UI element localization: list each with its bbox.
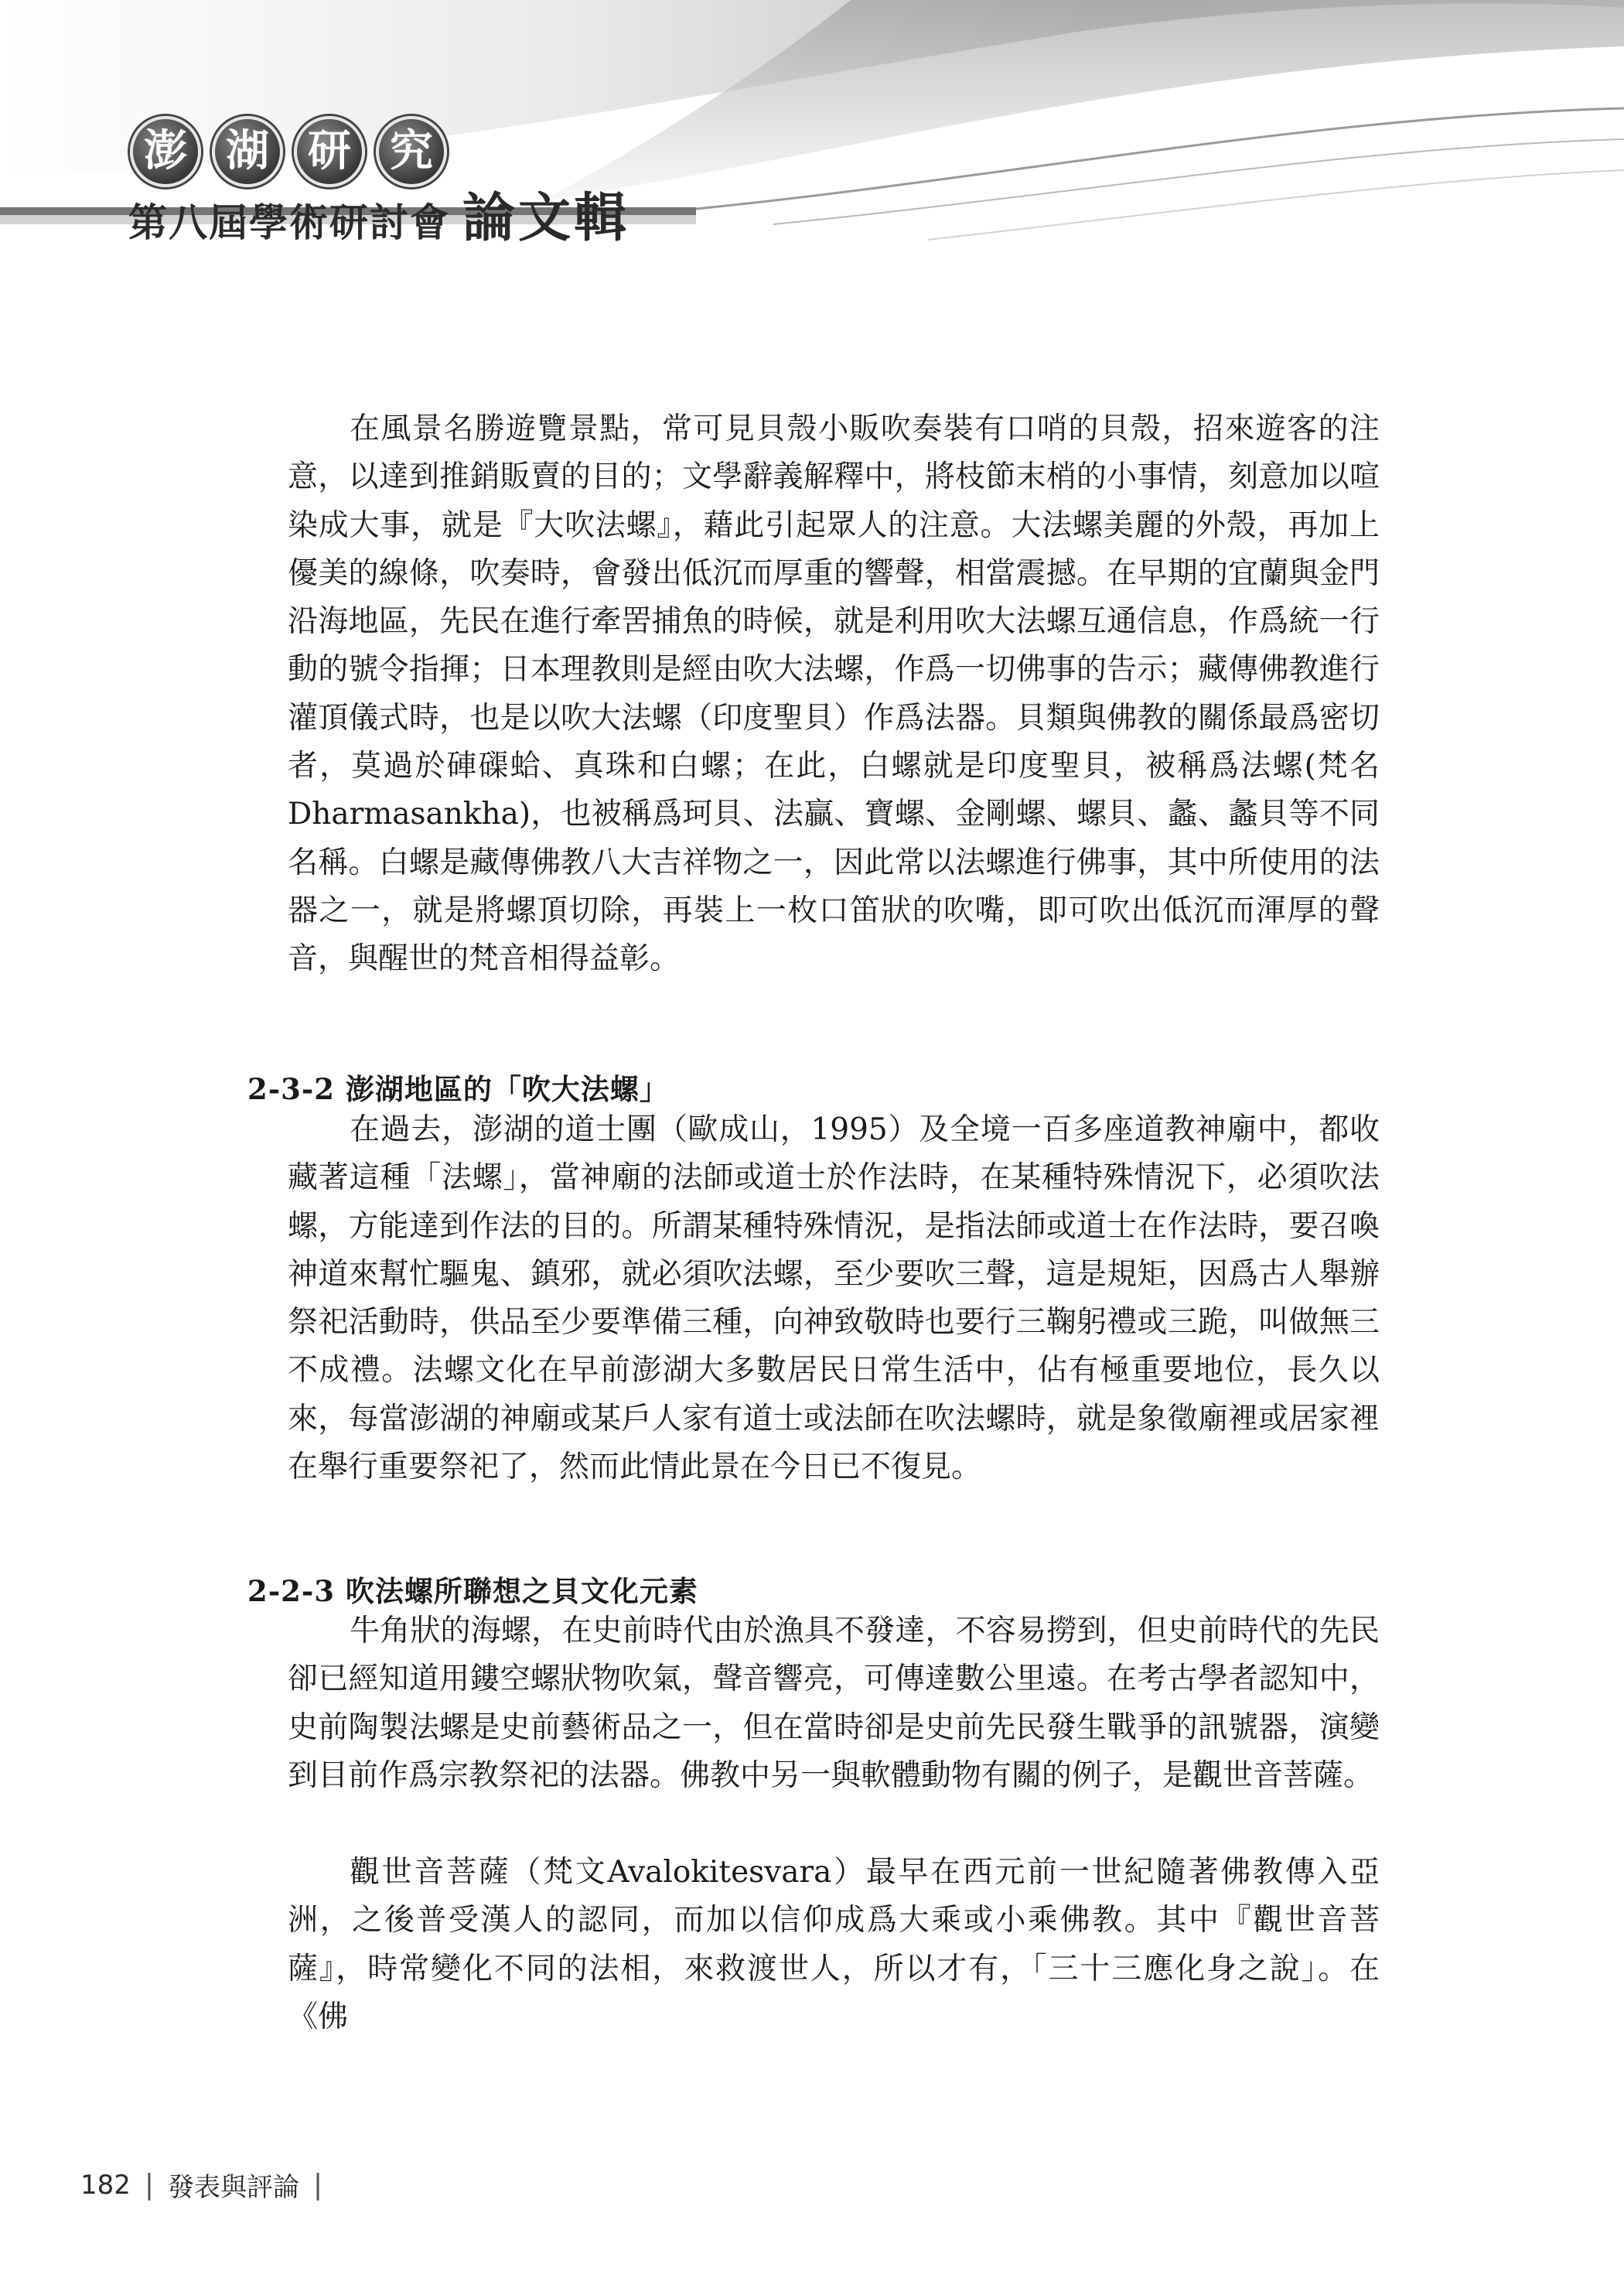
section-heading-2-3-2: 2-3-2 澎湖地區的「吹大法螺」	[247, 1072, 669, 1106]
section-2-2-3-paragraph-2: 觀世音菩薩（梵文Avalokitesvara）最早在西元前一世紀隨著佛教傳入亞洲，之後普受漢人的認同，而加以信仰成爲大乘或小乘佛教。其中『觀世音菩薩』，時常變化不同的法相，來救渡世人，所以才有，「三十三應化身之說」。在《佛	[288, 1855, 1380, 2034]
conference-subtitle: 第八屆學術研討會	[128, 200, 450, 245]
header-banner	[0, 0, 1624, 255]
series-title-char: 澎	[130, 116, 201, 187]
page-number: 182	[80, 2169, 131, 2201]
series-title-char: 湖	[212, 116, 283, 187]
footer-separator: |	[313, 2169, 323, 2201]
section-2-2-3-paragraph-1: 牛角狀的海螺，在史前時代由於漁具不發達，不容易撈到，但史前時代的先民卻已經知道用鏤空螺狀物吹氣，聲音響亮，可傳達數公里遠。在考古學者認知中，史前陶製法螺是史前藝術品之一，但在當時卻是史前先民發生戰爭的訊號器，演變到目前作爲宗教祭祀的法器。佛教中另一與軟體動物有關的例子，是觀世音菩薩。	[288, 1614, 1380, 1793]
page-footer	[80, 2166, 322, 2204]
intro-paragraph: 在風景名勝遊覽景點，常可見貝殼小販吹奏裝有口哨的貝殼，招來遊客的注意，以達到推銷販賣的目的；文學辭義解釋中，將枝節末梢的小事情，刻意加以喧染成大事，就是『大吹法螺』，藉此引起眾人的注意。大法螺美麗的外殼，再加上優美的線條，吹奏時，會發出低沉而厚重的響聲，相當震撼。在早期的宜蘭與金門沿海地區，先民在進行牽罟捕魚的時候，就是利用吹大法螺互通信息，作爲統一行動的號令指揮；日本理教則是經由吹大法螺，作爲一切佛事的告示；藏傳佛教進行灌頂儀式時，也是以吹大法螺（印度聖貝）作爲法器。貝類與佛教的關係最爲密切者，莫過於硨磲蛤、真珠和白螺；在此，白螺就是印度聖貝，被稱爲法螺(梵名 Dharmasankha)，也被稱爲珂貝、法贏、寶螺、金剛螺、螺貝、蠡、蠡貝等不同名稱。白螺是藏傳佛教八大吉祥物之一，因此常以法螺進行佛事，其中所使用的法器之一，就是將螺頂切除，再裝上一枚口笛狀的吹嘴，即可吹出低沉而渾厚的聲音，與醒世的梵音相得益彰。	[288, 412, 1380, 977]
footer-separator: |	[144, 2169, 155, 2201]
series-title	[130, 116, 447, 187]
section-2-3-2-paragraph: 在過去，澎湖的道士團（歐成山，1995）及全境一百多座道教神廟中，都收藏著這種「法螺」，當神廟的法師或道士於作法時，在某種特殊情況下，必須吹法螺，方能達到作法的目的。所謂某種特殊情況，是指法師或道士在作法時，要召喚神道來幫忙驅鬼、鎮邪，就必須吹法螺，至少要吹三聲，這是規矩，因爲古人舉辦祭祀活動時，供品至少要準備三種，向神致敬時也要行三鞠躬禮或三跪，叫做無三不成禮。法螺文化在早前澎湖大多數居民日常生活中，佔有極重要地位，長久以來，每當澎湖的神廟或某戶人家有道士或法師在吹法螺時，就是象徵廟裡或居家裡在舉行重要祭祀了，然而此情此景在今日已不復見。	[288, 1112, 1380, 1485]
section-heading-2-2-3: 2-2-3 吹法螺所聯想之貝文化元素	[247, 1574, 698, 1608]
series-title-char: 研	[294, 116, 365, 187]
series-title-char: 究	[376, 116, 447, 187]
footer-section-label: 發表與評論	[168, 2172, 300, 2203]
proceedings-label: 論文輯	[462, 188, 630, 249]
